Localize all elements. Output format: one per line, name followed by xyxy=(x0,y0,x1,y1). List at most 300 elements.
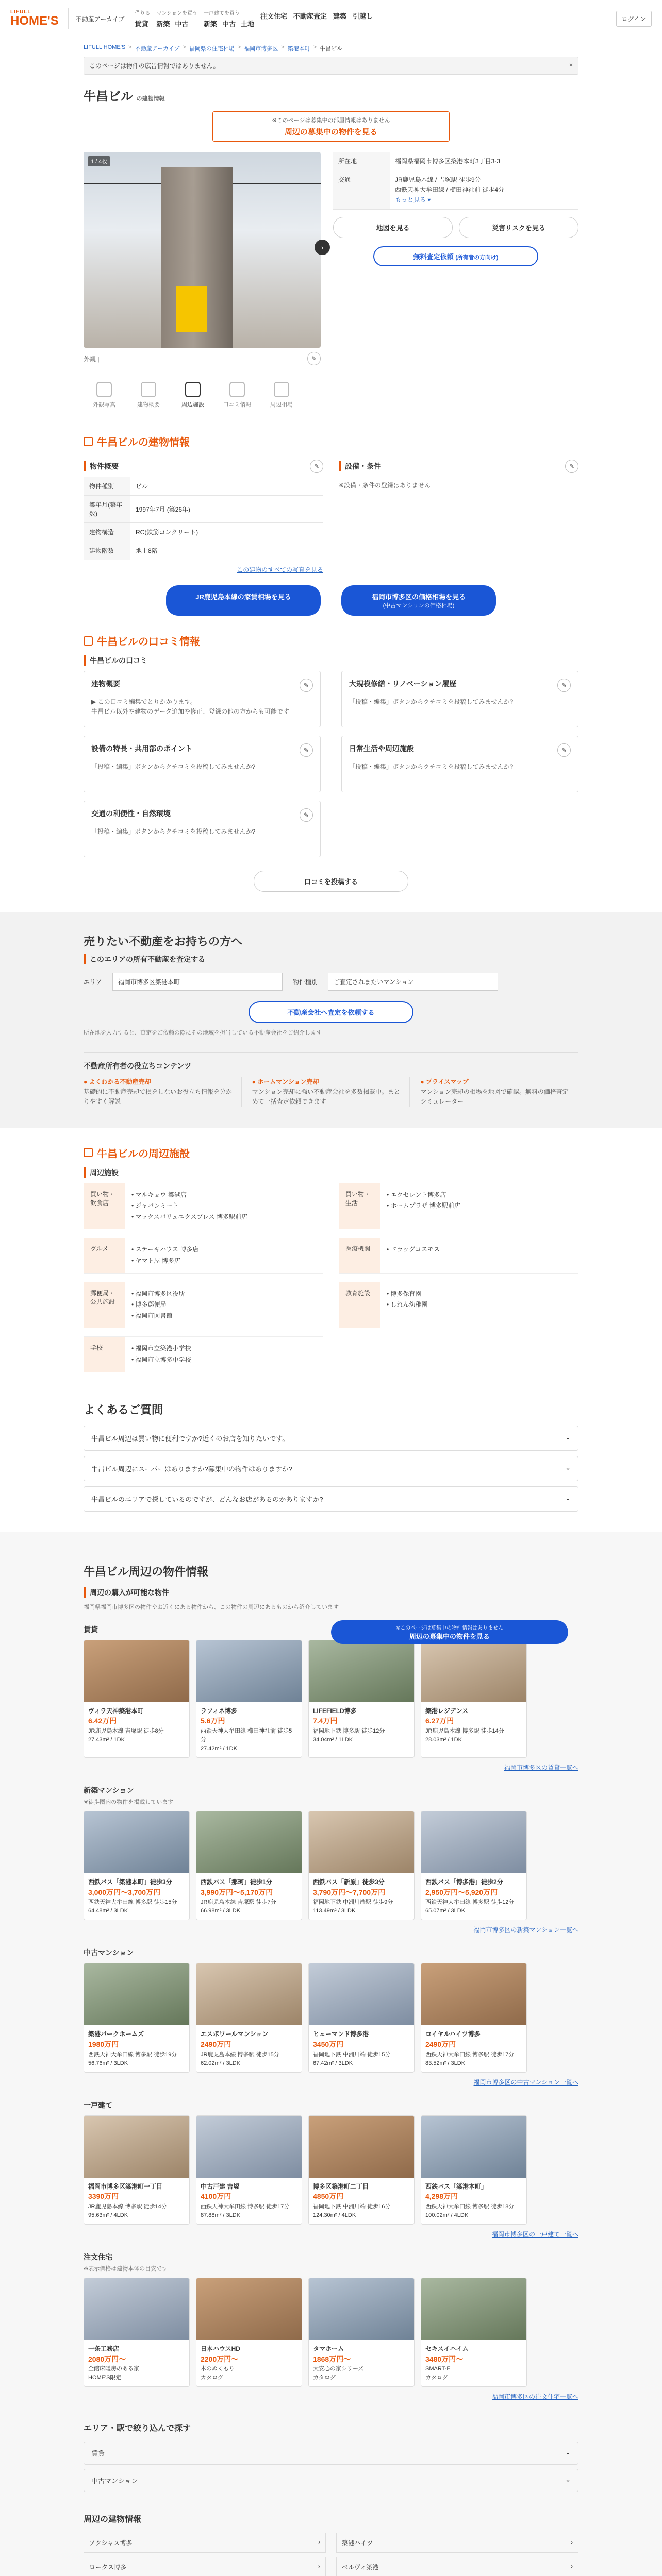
type-select[interactable]: ご査定されまたいマンション xyxy=(328,973,498,991)
tab-2[interactable] xyxy=(128,382,169,409)
sell-estimate-button[interactable]: 不動産会社へ査定を依頼する xyxy=(249,1001,413,1023)
breadcrumb-item[interactable]: 不動産アーカイブ xyxy=(135,46,180,52)
area-search-title: エリア・駅で絞り込んで探す xyxy=(84,2424,191,2433)
building-shape xyxy=(161,167,233,348)
login-button[interactable]: ログイン xyxy=(616,11,652,27)
listing-card[interactable] xyxy=(84,1811,190,1920)
listing-photo[interactable] xyxy=(309,1963,414,2025)
listing-name: 西鉄バス「新原」徒歩3分 xyxy=(313,1878,385,1886)
listing-photo[interactable] xyxy=(309,1640,414,1702)
listing-name: 西鉄バス「築港本町」徒歩3分 xyxy=(88,1878,172,1886)
listing-photo[interactable] xyxy=(84,1963,189,2025)
listing-photo[interactable] xyxy=(421,2116,526,2178)
listing-access: 福岡地下鉄 中洲川端駅 徒歩9分 xyxy=(313,1899,393,1906)
listing-name: ラフィネ博多 xyxy=(201,1707,238,1715)
nav-group xyxy=(350,9,376,28)
listing-price: 2200万円〜 xyxy=(201,2354,239,2363)
overview-value: 地上8階 xyxy=(130,541,323,560)
listing-photo[interactable] xyxy=(196,1811,302,1873)
tab-icon xyxy=(274,382,289,397)
content-item[interactable] xyxy=(84,1077,242,1107)
pencil-icon[interactable]: ✎ xyxy=(565,460,578,473)
pencil-icon[interactable]: ✎ xyxy=(310,460,323,473)
logo[interactable] xyxy=(10,10,59,27)
listing-spec: 124.30m² / 4LDK xyxy=(313,2212,356,2218)
breadcrumb-separator: > xyxy=(128,44,132,50)
map-button[interactable] xyxy=(333,217,453,238)
chevron-down-icon: ⌄ xyxy=(565,1463,571,1471)
pencil-icon[interactable]: ✎ xyxy=(557,679,571,692)
listing-card[interactable] xyxy=(421,2115,527,2225)
listing-card[interactable] xyxy=(421,1811,527,1920)
facility-values xyxy=(380,1238,446,1273)
listing-spec: 27.43m² / 1DK xyxy=(88,1736,125,1743)
faq-item[interactable] xyxy=(84,1426,578,1451)
listing-card[interactable] xyxy=(421,1963,527,2072)
listing-category xyxy=(84,1785,578,1934)
breadcrumb-item[interactable]: 築港本町 xyxy=(287,46,310,52)
listing-card[interactable] xyxy=(196,2278,302,2387)
nearby-label: 築港ハイツ xyxy=(342,2539,373,2547)
nav-group xyxy=(330,9,350,28)
sell-note: 所在地を入力すると、査定をご依頼の際にその地域を担当している不動産会社をご紹介します xyxy=(84,1030,322,1036)
listing-access: 西鉄天神大牟田線 櫛田神社前 徒歩5分 xyxy=(201,1727,292,1743)
next-photo-icon[interactable]: › xyxy=(315,240,330,255)
review-card xyxy=(341,736,578,792)
breadcrumb-item[interactable]: 福岡市博多区 xyxy=(244,46,278,52)
breadcrumb xyxy=(84,37,578,57)
listing-name: 西鉄バス「築港本町」 xyxy=(425,2182,488,2190)
tab-3[interactable] xyxy=(172,382,213,409)
nearby-label: アクシャス博多 xyxy=(89,2539,133,2547)
facility-item: • しれん幼稚園 xyxy=(387,1301,428,1309)
tab-4[interactable] xyxy=(217,382,258,409)
facility-item: • 博多郵便局 xyxy=(131,1301,167,1309)
overview-table xyxy=(84,477,323,560)
listing-access: JR鹿児島本線 吉塚駅 徒歩7分 xyxy=(201,1899,276,1906)
listing-card[interactable] xyxy=(84,1640,190,1758)
listing-photo[interactable] xyxy=(84,1811,189,1873)
listing-spec: 64.48m² / 3LDK xyxy=(88,1908,128,1914)
category-label: 新築マンション xyxy=(84,1786,134,1794)
listing-body xyxy=(309,1873,414,1920)
listing-title: 牛昌ビル周辺の物件情報 xyxy=(84,1565,209,1578)
archive-link[interactable]: 不動産アーカイブ xyxy=(68,8,132,29)
sell-title: 売りたい不動産をお持ちの方へ xyxy=(84,935,243,948)
market-button-label: JR鹿児島本線の家賃相場を見る xyxy=(195,593,291,601)
nav-group-row xyxy=(260,11,287,21)
nav-group-caption: 一戸建てを買う xyxy=(203,11,240,16)
listing-access: 西鉄天神大牟田線 博多駅 徒歩12分 xyxy=(425,1899,515,1906)
listing-body xyxy=(421,1873,526,1920)
listing-name: LIFEFIELD博多 xyxy=(313,1707,357,1715)
alert-link[interactable]: 周辺の募集中の物件を見る xyxy=(284,128,377,137)
facility-key: 買い物・生活 xyxy=(339,1183,380,1229)
listing-spec: カタログ xyxy=(313,2375,336,2381)
nav-item[interactable]: 注文住宅 xyxy=(260,12,288,20)
faq-question: 牛昌ビルのエリアで探しているのですが、どんなお店があるのかありますか? xyxy=(91,1495,323,1503)
nav-group xyxy=(153,9,201,28)
floating-nearby-banner[interactable] xyxy=(331,1620,568,1644)
pencil-icon[interactable]: ✎ xyxy=(557,743,571,757)
tab-label: 周辺相場 xyxy=(270,402,293,408)
tab-5[interactable] xyxy=(261,382,302,409)
listing-price: 2490万円 xyxy=(425,2040,456,2048)
review-header xyxy=(349,679,571,692)
nav-item[interactable]: 新築 xyxy=(156,20,170,28)
nav-group-row xyxy=(135,19,150,28)
estimate-button[interactable] xyxy=(373,246,538,266)
faq-question: 牛昌ビル周辺は買い物に便利ですか?近くのお店を知りたいです。 xyxy=(91,1434,289,1443)
listing-body xyxy=(421,1702,526,1749)
listing-access: JR鹿児島本線 博多駅 徒歩14分 xyxy=(425,1727,504,1734)
facility-row xyxy=(339,1282,578,1329)
listing-photo[interactable] xyxy=(84,2278,189,2340)
listing-body xyxy=(84,1873,189,1920)
review-section-title xyxy=(84,633,578,648)
listing-body xyxy=(421,2178,526,2224)
listing-name: 西鉄バス「那珂」徒歩1分 xyxy=(201,1878,272,1886)
listing-access: 福岡地下鉄 中洲川端 徒歩16分 xyxy=(313,2203,391,2210)
category-note: ※徒歩圏内の物件を掲載しています xyxy=(84,1799,174,1805)
around-section-label: 牛昌ビルの周辺施設 xyxy=(97,1148,190,1160)
listing-access: JR鹿児島本線 吉塚駅 徒歩8分 xyxy=(88,1727,164,1734)
listing-spec: 113.49m² / 3LDK xyxy=(313,1908,356,1914)
nav-item[interactable]: 引越し xyxy=(353,12,373,20)
area-field[interactable]: 福岡市博多区築港本町 xyxy=(112,973,283,991)
chevron-right-icon: › xyxy=(318,2538,320,2546)
tab-icon xyxy=(96,382,112,397)
listing-body xyxy=(196,2340,302,2386)
facility-item: • 福岡市博多区役所 xyxy=(131,1290,185,1297)
nearby-link[interactable] xyxy=(84,2533,326,2553)
nav-group-row xyxy=(353,11,373,21)
nav-item[interactable]: 土地 xyxy=(241,20,255,28)
listing-price: 2,950万円〜5,920万円 xyxy=(425,1888,498,1896)
listing-card[interactable] xyxy=(84,1963,190,2072)
listing-spec: 34.04m² / 1LDK xyxy=(313,1736,353,1743)
nearby-link[interactable] xyxy=(336,2557,578,2576)
listing-access: 福岡地下鉄 中洲川端 徒歩15分 xyxy=(313,2051,391,2058)
nav-item[interactable]: 建築 xyxy=(333,12,347,20)
listing-spec: カタログ xyxy=(201,2375,223,2381)
listing-body xyxy=(309,2178,414,2224)
nav-group-row xyxy=(293,11,327,21)
category-label: 中古マンション xyxy=(84,1948,134,1957)
listing-sub: 周辺の購入が可能な物件 xyxy=(84,1587,578,1598)
facility-item: • ジャパンミート xyxy=(131,1202,179,1210)
content-title: ● プライスマップ xyxy=(420,1078,469,1086)
pencil-icon[interactable]: ✎ xyxy=(300,808,313,822)
facility-row xyxy=(84,1183,323,1230)
nav-group-row xyxy=(333,11,346,21)
info-value xyxy=(390,152,578,171)
listing-card[interactable] xyxy=(196,2115,302,2225)
listing-price: 2490万円 xyxy=(201,2040,231,2048)
facility-key: 教育施設 xyxy=(339,1282,380,1328)
area-label: 中古マンション xyxy=(91,2477,138,2485)
listing-photo[interactable] xyxy=(196,2278,302,2340)
facility-row xyxy=(339,1238,578,1273)
listing-card[interactable] xyxy=(84,2278,190,2387)
listing-card[interactable] xyxy=(308,2115,415,2225)
area-label: 賃貸 xyxy=(91,2450,105,2458)
listing-photo[interactable] xyxy=(421,2278,526,2340)
listing-price: 3,990万円〜5,170万円 xyxy=(201,1888,273,1896)
listing-body xyxy=(309,2340,414,2386)
tab-icon xyxy=(185,382,201,397)
category-label: 賃貸 xyxy=(84,1625,98,1634)
review-title: 日常生活や周辺施設 xyxy=(349,744,414,753)
listing-photo[interactable] xyxy=(421,1963,526,2025)
market-button-label: 福岡市博多区の価格相場を見る xyxy=(371,593,466,601)
breadcrumb-separator: > xyxy=(183,44,186,50)
faq-item[interactable] xyxy=(84,1456,578,1481)
content-text: 基礎的に不動産売却で損をしないお役立ち情報を分かりやすく解説 xyxy=(84,1088,233,1106)
tab-label: 外観写真 xyxy=(93,402,115,408)
listing-photo[interactable] xyxy=(196,1963,302,2025)
market-button[interactable] xyxy=(341,585,496,616)
map-label: 地図を見る xyxy=(376,224,410,232)
category-title xyxy=(84,2252,578,2273)
info-table xyxy=(333,152,578,210)
logo-top: LIFULL xyxy=(10,9,31,15)
listing-spec: 27.42m² / 1DK xyxy=(201,1745,237,1752)
overview-key: 物件種別 xyxy=(84,477,130,496)
area-accordion[interactable] xyxy=(84,2442,578,2465)
title-suffix: の建物情報 xyxy=(136,96,165,102)
tab-icon xyxy=(141,382,156,397)
nav-item[interactable]: 賃貸 xyxy=(135,20,148,28)
content-text: マンション売却の相場を地図で確認。無料の価格査定シミュレーター xyxy=(420,1088,569,1106)
listing-spec: 56.76m² / 3LDK xyxy=(88,2060,128,2066)
chevron-right-icon: › xyxy=(571,2563,573,2570)
info-line: 西鉄天神大牟田線 / 櫛田神社前 徒歩4分 xyxy=(395,186,505,194)
listing-photo[interactable] xyxy=(84,1640,189,1702)
nav-item[interactable]: 中古 xyxy=(222,20,236,28)
listing-price: 3450万円 xyxy=(313,2040,344,2048)
listing-name: タマホーム xyxy=(313,2345,344,2353)
listing-card[interactable] xyxy=(196,1811,302,1920)
market-button[interactable] xyxy=(166,585,321,616)
listing-card[interactable] xyxy=(308,1640,415,1758)
breadcrumb-separator: > xyxy=(313,44,317,50)
facility-item: • マルキョウ 築港店 xyxy=(131,1191,187,1198)
more-link[interactable]: もっと見る ▾ xyxy=(395,196,431,204)
listing-price: 4,298万円 xyxy=(425,2192,458,2201)
around-section-title xyxy=(84,1145,578,1160)
listing-price: 1868万円〜 xyxy=(313,2354,351,2363)
disaster-button[interactable] xyxy=(459,217,578,238)
listing-photo[interactable] xyxy=(84,2116,189,2178)
tab-icon xyxy=(229,382,245,397)
listing-body xyxy=(84,1702,189,1749)
category-more-link[interactable]: 福岡市博多区の一戸建て一覧へ xyxy=(491,2231,578,2239)
area-accordion[interactable] xyxy=(84,2469,578,2492)
nearby-link[interactable] xyxy=(84,2557,326,2576)
listing-card[interactable] xyxy=(308,2278,415,2387)
building-photo[interactable] xyxy=(84,152,321,348)
breadcrumb-separator: > xyxy=(237,44,241,50)
listing-price: 3,000万円〜3,700万円 xyxy=(88,1888,161,1896)
facility-key: 学校 xyxy=(84,1337,125,1371)
listing-body xyxy=(421,2025,526,2072)
chevron-down-icon: ⌄ xyxy=(565,2448,571,2456)
listing-photo[interactable] xyxy=(421,1811,526,1873)
info-row xyxy=(333,152,578,171)
review-title: 交通の利便性・自然環境 xyxy=(91,809,171,818)
overview-key: 築年月(築年数) xyxy=(84,496,130,523)
building-sign xyxy=(176,286,207,332)
facility-values xyxy=(125,1282,191,1328)
disaster-label: 災害リスクを見る xyxy=(492,224,545,232)
breadcrumb-separator: > xyxy=(281,44,285,50)
content-text: マンション売却に強い不動産会社を多数掲載中。まとめて一括査定依頼できます xyxy=(252,1088,401,1106)
facility-item: • マックスバリュエクスプレス 博多駅前店 xyxy=(131,1213,247,1221)
listing-card[interactable] xyxy=(421,2278,527,2387)
review-header xyxy=(91,679,313,692)
listing-access: 大安心の家シリーズ xyxy=(313,2366,364,2372)
nav-group xyxy=(201,9,257,28)
listing-photo[interactable] xyxy=(196,1640,302,1702)
breadcrumb-item[interactable]: 福岡県の住宅相場 xyxy=(189,46,235,52)
listing-card[interactable] xyxy=(308,1963,415,2072)
facility-item: • ドラッグコスモス xyxy=(387,1246,440,1253)
all-photos-link[interactable]: この建物のすべての写真を見る xyxy=(237,566,323,573)
nav-group-caption: マンションを買う xyxy=(156,11,197,16)
photo-counter: 1 / 4枚 xyxy=(88,156,110,166)
listing-photo[interactable] xyxy=(309,2278,414,2340)
listing-category xyxy=(84,1947,578,2086)
listing-body xyxy=(196,1702,302,1757)
listing-spec: 66.98m² / 3LDK xyxy=(201,1908,241,1914)
listing-card[interactable] xyxy=(196,1963,302,2072)
listing-photo[interactable] xyxy=(309,1811,414,1873)
overview-title: 物件概要 xyxy=(84,461,119,471)
chevron-down-icon: ⌄ xyxy=(565,1433,571,1441)
content-title: ● ホームマンション売却 xyxy=(252,1078,319,1086)
category-more-link[interactable]: 福岡市博多区の賃貸一覧へ xyxy=(504,1764,578,1771)
listing-body xyxy=(84,2025,189,2072)
pencil-icon[interactable]: ✎ xyxy=(307,352,321,365)
category-note: ※表示価格は建物本体の目安です xyxy=(84,2266,168,2273)
content-item[interactable] xyxy=(252,1077,410,1107)
nav-item[interactable]: 中古 xyxy=(175,20,189,28)
facility-key: 医療機関 xyxy=(339,1238,380,1273)
facility-item: • ステーキハウス 博多店 xyxy=(131,1246,199,1253)
listing-name: 築港レジデンス xyxy=(425,1707,469,1715)
pencil-icon[interactable]: ✎ xyxy=(300,679,313,692)
listing-card[interactable] xyxy=(84,2115,190,2225)
listing-card[interactable] xyxy=(308,1811,415,1920)
overview-value: ビル xyxy=(130,477,323,496)
listing-spec: カタログ xyxy=(425,2375,448,2381)
review-text: 「投稿・編集」ボタンからクチコミを投稿してみませんか? xyxy=(349,698,514,705)
card-row xyxy=(84,2278,578,2387)
chevron-down-icon: ⌄ xyxy=(565,1494,571,1502)
building-icon xyxy=(84,437,93,446)
nav-item[interactable]: 新築 xyxy=(203,20,217,28)
post-review-button[interactable]: 口コミを投稿する xyxy=(254,871,408,892)
chevron-right-icon: › xyxy=(318,2563,320,2570)
listing-access: 全館床暖房のある家 xyxy=(88,2366,139,2372)
listing-price: 6.27万円 xyxy=(425,1717,454,1725)
facility-item: • ヤマト屋 博多店 xyxy=(131,1257,180,1264)
facility-item: • 福岡市立博多中学校 xyxy=(131,1355,191,1363)
listing-price: 2080万円〜 xyxy=(88,2354,126,2363)
listing-photo[interactable] xyxy=(196,2116,302,2178)
listing-photo[interactable] xyxy=(421,1640,526,1702)
listing-body xyxy=(309,1702,414,1749)
breadcrumb-item[interactable]: LIFULL HOME'S xyxy=(84,44,126,50)
listing-name: セキスイハイム xyxy=(425,2345,469,2353)
nearby-label: ロータス博多 xyxy=(89,2564,127,2571)
nearby-alert[interactable] xyxy=(212,111,450,142)
category-title xyxy=(84,1947,578,1958)
listing-card[interactable] xyxy=(421,1640,527,1758)
listing-name: エスポワールマンション xyxy=(201,2030,269,2038)
review-sub: 牛昌ビルの口コミ xyxy=(84,655,578,666)
close-icon[interactable]: × xyxy=(569,61,573,69)
facility-item: • ホームプラザ 博多駅前店 xyxy=(387,1202,460,1210)
info-row xyxy=(333,171,578,210)
review-title: 設備の特長・共用部のポイント xyxy=(91,744,192,753)
category-title xyxy=(84,2100,578,2110)
nav-item[interactable]: 不動産査定 xyxy=(293,12,327,20)
nav-group-row xyxy=(204,19,254,28)
card-row xyxy=(84,1963,578,2072)
facility-values xyxy=(125,1238,205,1273)
nav-group xyxy=(257,9,290,28)
page-title xyxy=(84,86,578,104)
sell-sub: このエリアの所有不動産を査定する xyxy=(84,954,578,964)
listing-name: ヴィラ天神築港本町 xyxy=(88,1707,144,1715)
facility-item: • 博多保育園 xyxy=(387,1290,422,1297)
content-item[interactable] xyxy=(420,1077,578,1107)
listing-name: 日本ハウスHD xyxy=(201,2345,240,2353)
listing-card[interactable] xyxy=(196,1640,302,1758)
overview-value: RC(鉄筋コンクリート) xyxy=(130,523,323,541)
category-more-link[interactable]: 福岡市博多区の新築マンション一覧へ xyxy=(473,1926,578,1934)
pencil-icon[interactable]: ✎ xyxy=(300,743,313,757)
listing-photo[interactable] xyxy=(309,2116,414,2178)
facility-key: 買い物・飲食店 xyxy=(84,1183,125,1229)
listing-price: 1980万円 xyxy=(88,2040,119,2048)
category-more-link[interactable]: 福岡市博多区の中古マンション一覧へ xyxy=(473,2078,578,2086)
chevron-right-icon: › xyxy=(571,2538,573,2546)
area-label: エリア xyxy=(84,978,103,986)
review-card xyxy=(84,671,321,727)
title-name: 牛昌ビル xyxy=(84,90,133,104)
facility-values xyxy=(380,1282,434,1328)
overview-row xyxy=(84,523,323,541)
facility-item: • 福岡市立築港小学校 xyxy=(131,1345,191,1352)
faq-item[interactable] xyxy=(84,1486,578,1512)
photo-caption: 外観 | xyxy=(84,355,100,363)
listing-price: 7.4万円 xyxy=(313,1717,338,1725)
listing-access: 木のぬくもり xyxy=(201,2366,235,2372)
tab-1[interactable] xyxy=(84,382,125,409)
listing-body xyxy=(196,2178,302,2224)
category-more-link[interactable]: 福岡市博多区の注文住宅一覧へ xyxy=(491,2393,578,2401)
alert-small: ※このページは募集中の部屋情報はありません xyxy=(272,117,390,124)
listing-spec: 65.07m² / 3LDK xyxy=(425,1908,466,1914)
info-key: 交通 xyxy=(333,171,390,210)
nearby-link[interactable] xyxy=(336,2533,578,2553)
tab-label: 口コミ情報 xyxy=(223,402,252,408)
review-header xyxy=(91,743,313,757)
facility-row xyxy=(84,1282,323,1329)
